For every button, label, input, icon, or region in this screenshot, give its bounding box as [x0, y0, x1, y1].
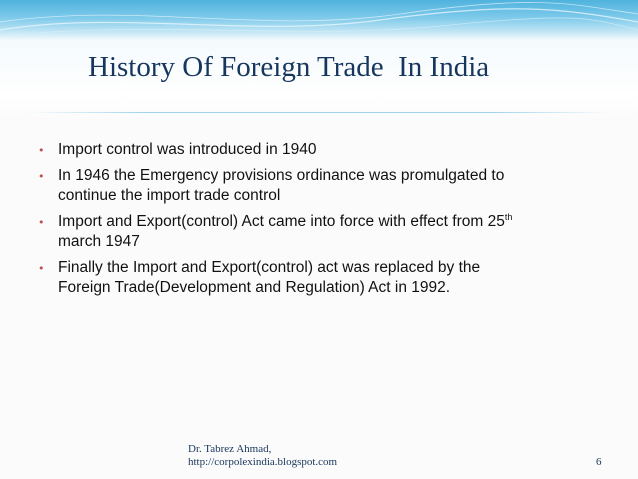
bullet-icon: •	[38, 262, 45, 275]
bullet-icon: •	[38, 216, 45, 229]
title-divider	[28, 112, 610, 113]
bullet-list	[38, 140, 598, 304]
bullet-text-part: march 1947	[58, 233, 140, 250]
bullet-item	[38, 166, 598, 206]
bullet-item	[38, 140, 598, 160]
decorative-waves	[0, 0, 638, 40]
superscript: th	[504, 211, 513, 222]
bullet-text: In 1946 the Emergency provisions ordinance was promulgated to continue the import trade control	[58, 167, 505, 204]
bullet-item	[38, 212, 598, 252]
page-number: 6	[596, 456, 602, 468]
bullet-text: Finally the Import and Export(control) act was replaced by the Foreign Trade(Development and Regulation) Act in 1992.	[58, 259, 481, 296]
header-band	[0, 0, 638, 40]
bullet-text: Import control was introduced in 1940	[58, 141, 317, 158]
bullet-text-part: Import and Export(control) Act came into force with effect from 25	[58, 213, 505, 230]
footer-author: Dr. Tabrez Ahmad, http://corpolexindia.blogspot.com	[188, 443, 338, 468]
bullet-icon: •	[38, 144, 45, 157]
bullet-text	[58, 213, 512, 250]
bullet-item	[38, 258, 598, 298]
bullet-icon: •	[38, 170, 45, 183]
slide-title: History Of Foreign Trade In India	[88, 51, 490, 83]
